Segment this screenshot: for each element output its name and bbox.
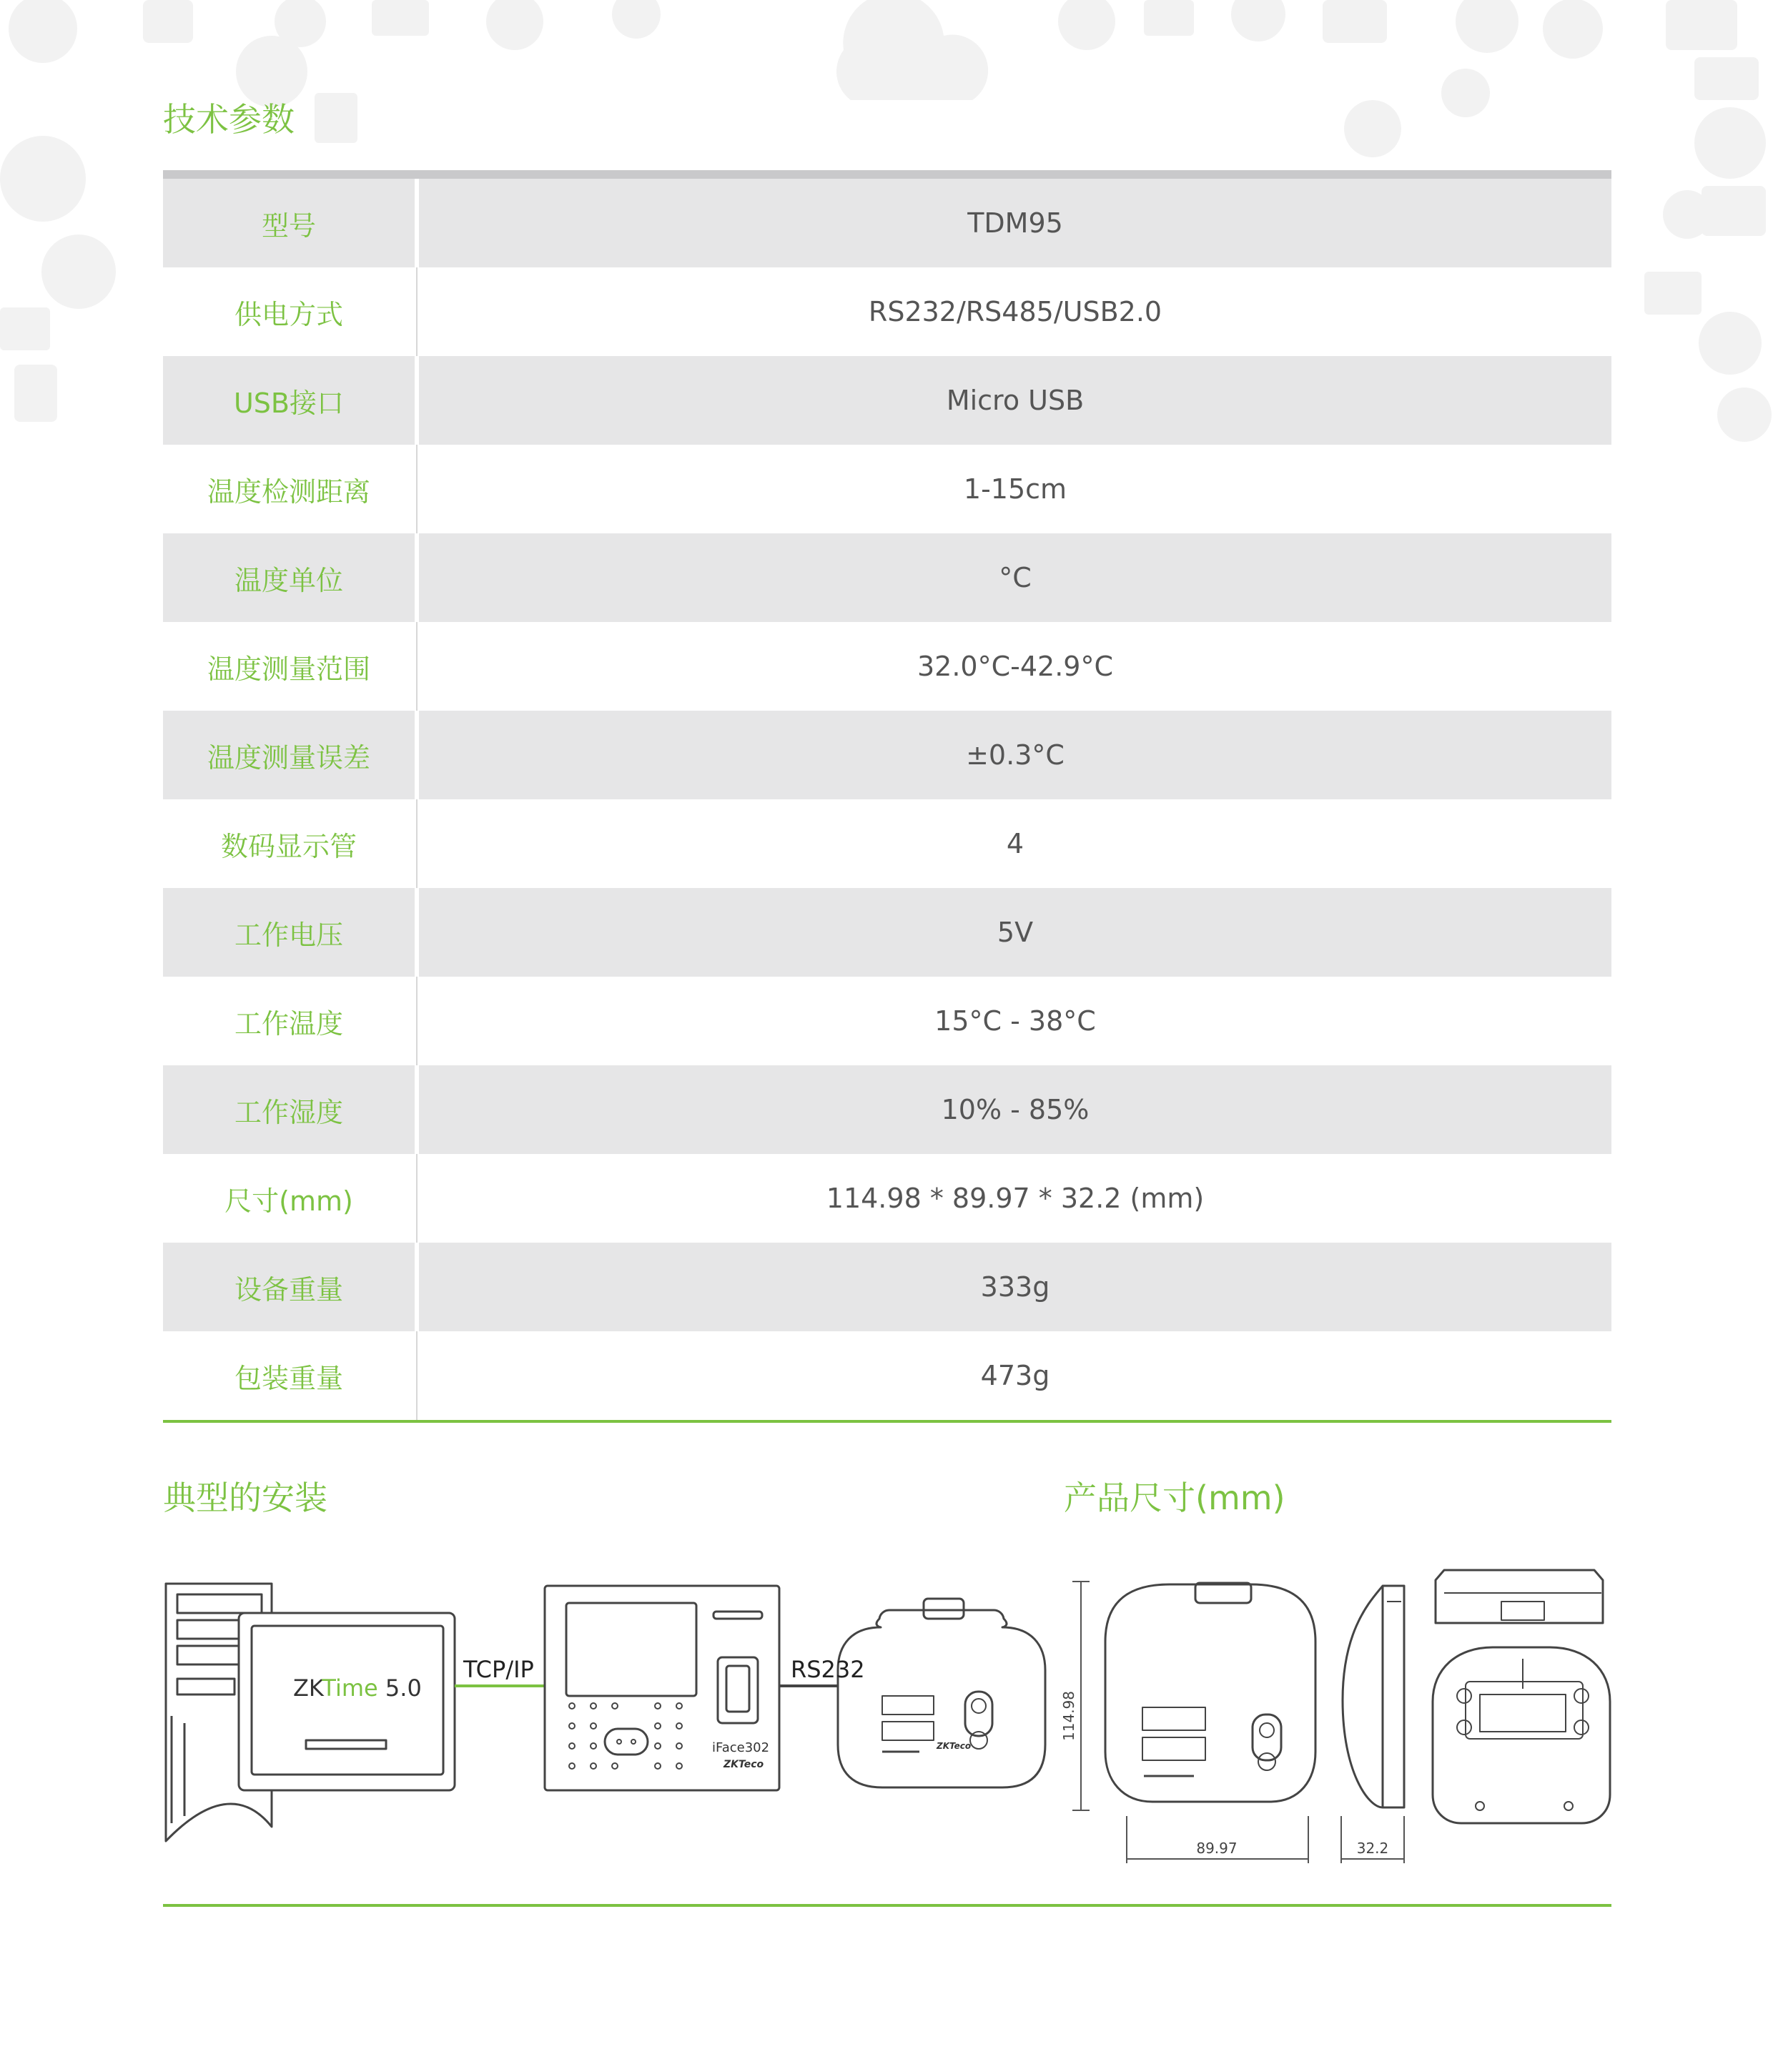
software-logo-text — [293, 1674, 422, 1702]
specs-section-title: 技术参数 — [163, 100, 295, 139]
spec-value: °C — [999, 562, 1032, 593]
tcp-ip-label: TCP/IP — [463, 1656, 534, 1683]
spec-value: 333g — [980, 1271, 1050, 1303]
spec-value: Micro USB — [946, 385, 1085, 416]
side-view-drawing — [1343, 1586, 1404, 1807]
dimensions-section-title: 产品尺寸(mm) — [1064, 1479, 1285, 1517]
front-view-drawing — [1105, 1583, 1315, 1802]
spec-label: 供电方式 — [234, 298, 343, 330]
temperature-module-illustration — [838, 1599, 1045, 1787]
spec-value: 4 — [1006, 828, 1024, 859]
spec-label: 工作温度 — [234, 1007, 343, 1040]
install-section-title: 典型的安装 — [163, 1479, 327, 1517]
spec-label: 尺寸(mm) — [224, 1185, 353, 1217]
software-version: 5.0 — [377, 1674, 422, 1702]
depth-dimension-label: 32.2 — [1356, 1840, 1389, 1857]
monitor-illustration — [239, 1613, 455, 1790]
spec-label: 工作电压 — [234, 919, 343, 951]
spec-label: 温度检测距离 — [207, 475, 370, 508]
spec-value: 15°C - 38°C — [934, 1005, 1096, 1037]
spec-label: 包装重量 — [234, 1362, 343, 1394]
spec-value: 1-15cm — [963, 473, 1067, 505]
spec-value: ±0.3°C — [966, 739, 1065, 771]
spec-value: 5V — [997, 917, 1034, 948]
height-dimension-label: 114.98 — [1060, 1691, 1077, 1741]
spec-label: 温度测量范围 — [207, 653, 370, 685]
rs232-label: RS232 — [791, 1656, 865, 1683]
software-time: Time — [322, 1674, 378, 1702]
spec-value: 10% - 85% — [941, 1094, 1090, 1125]
width-dimension-label: 89.97 — [1196, 1840, 1238, 1857]
spec-value: 32.0°C-42.9°C — [917, 651, 1113, 682]
spec-label: 设备重量 — [234, 1273, 343, 1306]
spec-value: 473g — [980, 1360, 1050, 1391]
software-zk: ZK — [293, 1674, 322, 1702]
spec-label: 工作湿度 — [234, 1096, 343, 1128]
terminal-brand-logo: ZKTeco — [723, 1759, 764, 1770]
back-view-drawing — [1433, 1647, 1610, 1823]
spec-value: RS232/RS485/USB2.0 — [868, 296, 1162, 327]
bottom-rule — [163, 1904, 1611, 1907]
spec-label: USB接口 — [233, 387, 344, 419]
spec-label: 型号 — [261, 209, 316, 242]
top-view-drawing — [1436, 1570, 1603, 1623]
spec-value: 114.98 * 89.97 * 32.2 (mm) — [826, 1183, 1205, 1214]
spec-label: 温度测量误差 — [207, 741, 370, 774]
spec-value: TDM95 — [967, 207, 1063, 239]
terminal-model-label: iFace302 — [712, 1740, 770, 1755]
spec-label: 温度单位 — [234, 564, 343, 596]
spec-label: 数码显示管 — [220, 830, 357, 862]
module-brand-logo: ZKTeco — [937, 1741, 972, 1751]
